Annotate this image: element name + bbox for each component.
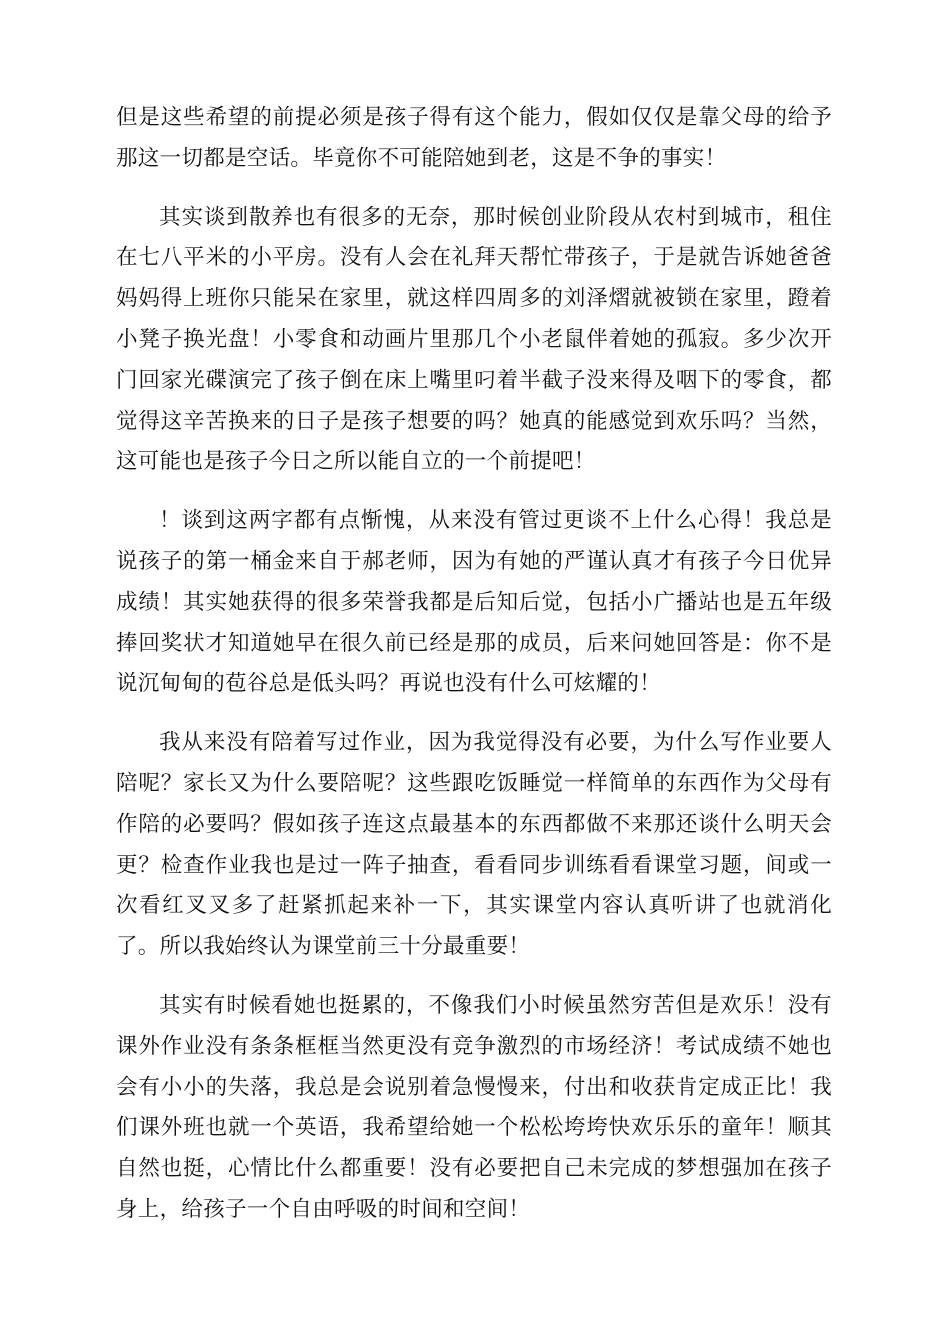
document-body [116, 98, 832, 1249]
paragraph-childhood: 其实有时候看她也挺累的，不像我们小时候虽然穷苦但是欢乐！没有课外作业没有条条框框当然更没有竞争激烈的市场经济！考试成绩不她也会有小小的失落，我总是会说别着急慢慢来，付出和收获肯定成正比！我们课外班也就一个英语，我希望给她一个松松垮垮快欢乐乐的童年！顺其自然也挺，心情比什么都重要！没有必要把自己未完成的梦想强加在孩子身上，给孩子一个自由呼吸的时间和空间！ [116, 992, 832, 1222]
paragraph-teacher-credit: ！谈到这两字都有点惭愧，从来没有管过更谈不上什么心得！我总是说孩子的第一桶金来自于郝老师，因为有她的严谨认真才有孩子今日优异成绩！其实她获得的很多荣誉我都是后知后觉，包括小广播站也是五年级捧回奖状才知道她早在很久前已经是那的成员，后来问她回答是：你不是说沉甸甸的苞谷总是低头吗？再说也没有什么可炫耀的！ [116, 508, 832, 697]
paragraph-free-range-parenting: 其实谈到散养也有很多的无奈，那时候创业阶段从农村到城市，租住在七八平米的小平房。没有人会在礼拜天帮忙带孩子，于是就告诉她爸爸妈妈得上班你只能呆在家里，就这样四周多的刘泽熠就被锁在家里，蹬着小凳子换光盘！小零食和动画片里那几个小老鼠伴着她的孤寂。多少次开门回家光碟演完了孩子倒在床上嘴里叼着半截子没来得及咽下的零食，都觉得这辛苦换来的日子是孩子想要的吗？她真的能感觉到欢乐吗？当然，这可能也是孩子今日之所以能自立的一个前提吧！ [116, 204, 832, 475]
paragraph-homework: 我从来没有陪着写过作业，因为我觉得没有必要，为什么写作业要人陪呢？家长又为什么要陪呢？这些跟吃饭睡觉一样简单的东西作为父母有作陪的必要吗？假如孩子连这点最基本的东西都做不来那还谈什么明天会更？检查作业我也是过一阵子抽查，看看同步训练看看课堂习题，间或一次看红叉叉多了赶紧抓起来补一下，其实课堂内容认真听讲了也就消化了。所以我始终认为课堂前三十分最重要！ [116, 730, 832, 960]
paragraph-continuation: 但是这些希望的前提必须是孩子得有这个能力，假如仅仅是靠父母的给予那这一切都是空话。毕竟你不可能陪她到老，这是不争的事实！ [116, 105, 832, 171]
